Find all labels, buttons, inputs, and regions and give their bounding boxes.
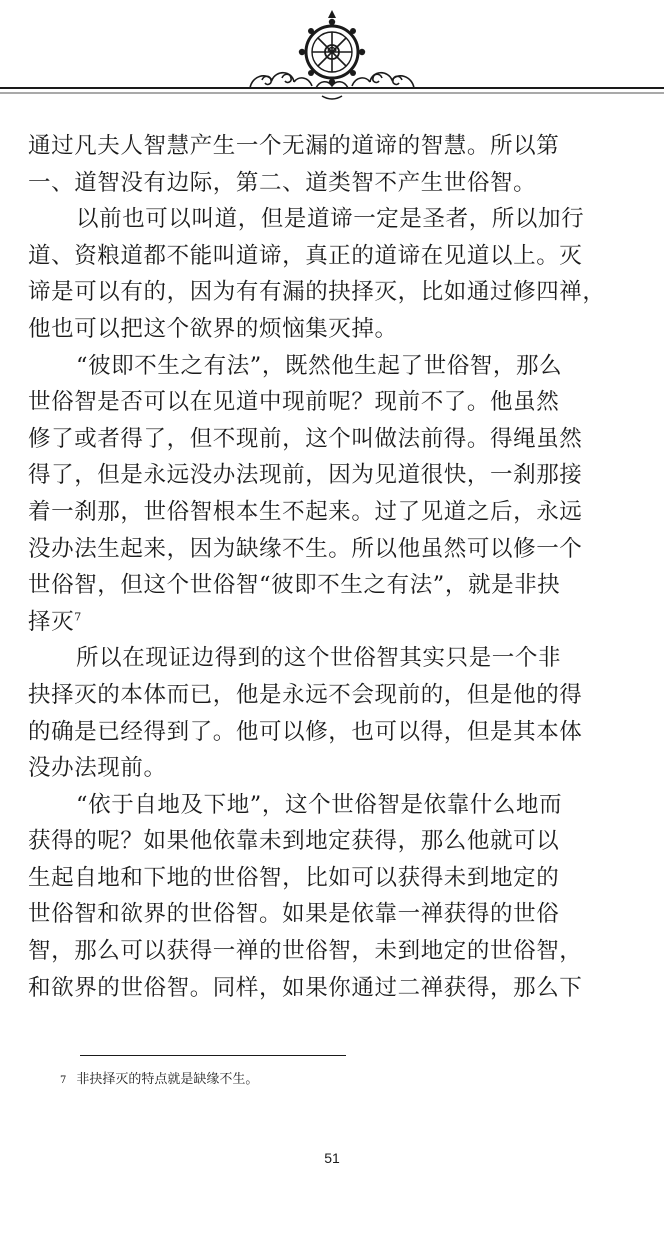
text-line: 没办法现前。 [28,755,167,782]
dharma-wheel-with-clouds-icon [0,0,664,110]
text-line-with-footnote [28,604,640,641]
footnote-reference[interactable]: 7 [74,610,82,624]
text-line: 抉择灭的本体而已，他是永远不会现前的，但是他的得 [28,681,583,708]
text-line: 的确是已经得到了。他可以修，也可以得，但是其本体 [28,718,583,745]
text-line: 谛是可以有的，因为有有漏的抉择灭，比如通过修四禅， [28,279,606,306]
paragraph-start-line: “依于自地及下地”，这个世俗智是依靠什么地而 [76,791,563,818]
text-line: 一、道智没有边际，第二、道类智不产生世俗智。 [28,169,537,196]
text-line: 世俗智，但这个世俗智“彼即不生之有法”，就是非抉 [28,572,561,599]
page-number: 51 [324,1150,340,1166]
paragraph-start-line: 以前也可以叫道，但是道谛一定是圣者，所以加行 [76,206,585,233]
text-line: 他也可以把这个欲界的烦恼集灭掉。 [28,315,398,342]
text-line: 和欲界的世俗智。同样，如果你通过二禅获得，那么下 [28,974,583,1001]
text-line: 修了或者得了，但不现前，这个叫做法前得。得绳虽然 [28,425,583,452]
text-line: 没办法生起来，因为缺缘不生。所以他虽然可以修一个 [28,535,583,562]
footnote-mark: 7 [60,1075,67,1086]
text-line: 获得的呢？如果他依靠未到地定获得，那么他就可以 [28,828,560,855]
footnote-text: 非抉择灭的特点就是缺缘不生。 [76,1072,259,1087]
footnote [60,1071,258,1090]
text-line: 道、资粮道都不能叫道谛，真正的道谛在见道以上。灭 [28,242,583,269]
text-line: 通过凡夫人智慧产生一个无漏的道谛的智慧。所以第 [28,133,560,159]
text-line: 世俗智是否可以在见道中现前呢？现前不了。他虽然 [28,389,560,416]
page-header-ornament [0,0,664,110]
text-line: 世俗智和欲界的世俗智。如果是依靠一禅获得的世俗 [28,901,560,928]
text-line: 着一刹那，世俗智根本生不起来。过了见道之后，永远 [28,498,583,525]
text-line: 得了，但是永远没办法现前，因为见道很快，一刹那接 [28,462,583,489]
text-line: 生起自地和下地的世俗智，比如可以获得未到地定的 [28,864,560,891]
footnote-divider [80,1055,346,1056]
body-text [28,128,640,1006]
paragraph-start-line: 所以在现证边得到的这个世俗智其实只是一个非 [76,645,562,672]
text-line: 智，那么可以获得一禅的世俗智，未到地定的世俗智， [28,938,583,965]
paragraph-start-line: “彼即不生之有法”，既然他生起了世俗智，那么 [76,352,563,379]
text-segment: 择灭 [28,608,75,635]
